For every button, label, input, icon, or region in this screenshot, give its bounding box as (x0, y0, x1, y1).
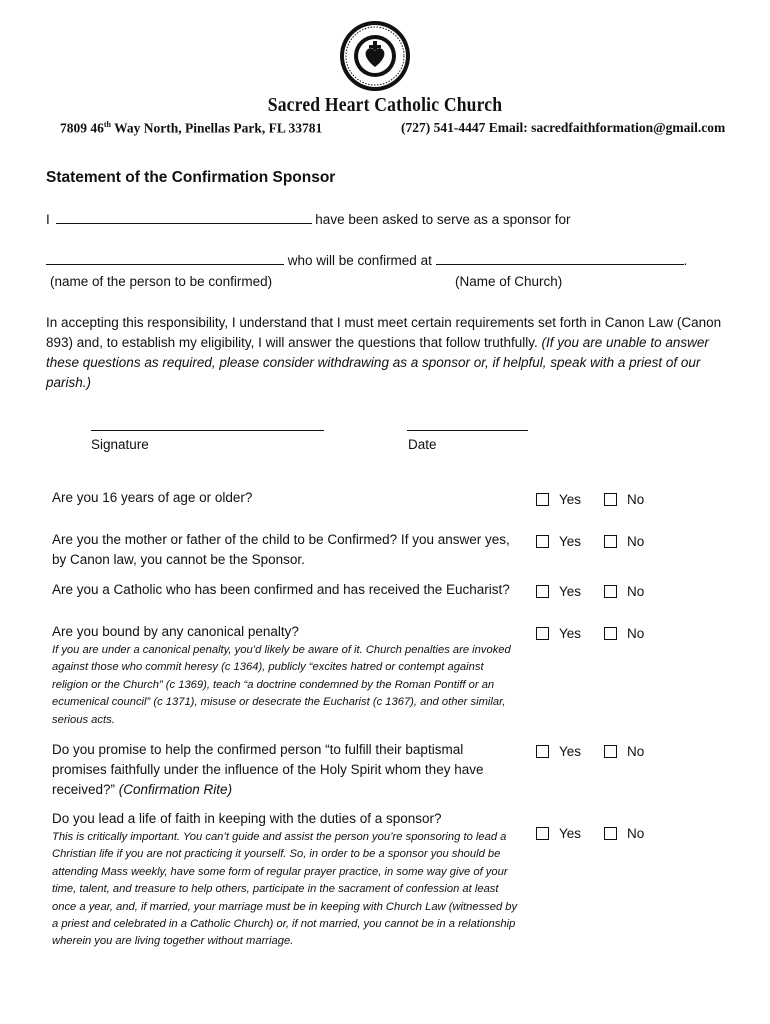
canonical-penalty-note: If you are under a canonical penalty, you’d likely be aware of it. Church penalties are invoked against those who commit heresy (c 1364), publicly “excites hatred or contempt against religion or the Church” (c 1369), teach “a doctrine condemned by the Roman Pontiff or an ecumenical council” (c 1371), misuse or desecrate the Eucharist (c 1367), and other similar, serious acts. (52, 644, 511, 726)
no-checkbox[interactable] (604, 493, 617, 506)
church-address: 7809 46th Way North, Pinellas Park, FL 33781 (60, 120, 323, 136)
no-checkbox[interactable] (604, 745, 617, 758)
church-name: Sacred Heart Catholic Church (267, 94, 503, 116)
responsibility-statement: In accepting this responsibility, I understand that I must meet certain requirements set forth in Canon Law (Canon 893) and, to establish my eligibility, I will answer the questions that follow truthfully. (If you are unable to answer these questions as required, please consider withdrawing as a sponsor or, if helpful, speak with a priest of our parish.) (46, 315, 722, 390)
no-checkbox[interactable] (604, 585, 617, 598)
date-label: Date (408, 437, 437, 452)
question-life-of-faith: Do you lead a life of faith in keeping with the duties of a sponsor? This is critically important. You can’t guide and assist the person you’re sponsoring to lead a Christian life if you are not practicing it yourself. So, in order to be a sponsor you should be attending Mass weekly, have some form of regular prayer practice, in some way give of your time, talent, and treasure to help others, participate in the sacrament of confession at least once a year, and, if married, your marriage must be in keeping with Church Law (witnessed by a priest and celebrated in a Catholic Church) or, if not married, you cannot be in a relationship wherein you are living together without marriage. (52, 809, 522, 951)
yes-option[interactable]: Yes (536, 492, 581, 507)
yes-checkbox[interactable] (536, 493, 549, 506)
life-of-faith-note: This is critically important. You can’t guide and assist the person you’re sponsoring to lead a Christian life if you are not practicing it yourself. So, in order to be a sponsor you should be attending Mass weekly, have some form of regular prayer practice, in some way give of your time, talent, and treasure to help others, participate in the sacrament of confession at least once a year, and, if married, your marriage must be in keeping with Church Law (witnessed by a priest and celebrated in a Catholic Church) or, if not married, you cannot be in a relationship wherein you are living together without marriage. (52, 831, 518, 948)
form-title: Statement of the Confirmation Sponsor (46, 169, 336, 186)
yes-option[interactable]: Yes (536, 744, 581, 759)
no-option[interactable]: No (604, 534, 644, 549)
yes-option[interactable]: Yes (536, 534, 581, 549)
sponsor-name-line: I have been asked to serve as a sponsor for (46, 212, 571, 227)
yes-option[interactable]: Yes (536, 584, 581, 599)
no-checkbox[interactable] (604, 627, 617, 640)
question-canonical-penalty: Are you bound by any canonical penalty? If you are under a canonical penalty, you’d likely be aware of it. Church penalties are invoked against those who commit heresy (c 1364), publicly “excites hatred or contempt against religion or the Church” (c 1369), teach “a doctrine condemned by the Roman Pontiff or an ecumenical council” (c 1371), misuse or desecrate the Eucharist (c 1367), and other similar, serious acts. (52, 622, 522, 729)
no-checkbox[interactable] (604, 827, 617, 840)
yes-checkbox[interactable] (536, 585, 549, 598)
signature-line[interactable] (91, 430, 324, 431)
question-confirmed-catholic: Are you a Catholic who has been confirmed and has received the Eucharist? (52, 582, 510, 597)
yes-checkbox[interactable] (536, 627, 549, 640)
no-option[interactable]: No (604, 492, 644, 507)
yes-checkbox[interactable] (536, 535, 549, 548)
no-checkbox[interactable] (604, 535, 617, 548)
confirmand-caption: (name of the person to be confirmed) (50, 274, 273, 289)
signature-label: Signature (91, 437, 149, 452)
yes-option[interactable]: Yes (536, 626, 581, 641)
church-caption: (Name of Church) (455, 274, 563, 289)
no-option[interactable]: No (604, 744, 644, 759)
date-line[interactable] (407, 430, 528, 431)
no-option[interactable]: No (604, 826, 644, 841)
no-option[interactable]: No (604, 626, 644, 641)
confirmand-name-field[interactable] (46, 252, 284, 265)
sponsor-name-field[interactable] (56, 211, 312, 224)
question-parent: Are you the mother or father of the child to be Confirmed? If you answer yes, by Canon law, you cannot be the Sponsor. (52, 532, 510, 567)
yes-checkbox[interactable] (536, 827, 549, 840)
no-option[interactable]: No (604, 584, 644, 599)
question-age: Are you 16 years of age or older? (52, 490, 253, 505)
church-contact: (727) 541-4447 Email: sacredfaithformation@gmail.com (401, 120, 726, 135)
church-seal-logo (339, 20, 411, 92)
question-promise: Do you promise to help the confirmed person “to fulfill their baptismal promises faithfully under the influence of the Holy Spirit whom they have received?” (Confirmation Rite) (52, 742, 484, 797)
confirmand-line: who will be confirmed at . (46, 251, 687, 271)
church-name-field[interactable] (436, 252, 684, 265)
yes-checkbox[interactable] (536, 745, 549, 758)
yes-option[interactable]: Yes (536, 826, 581, 841)
